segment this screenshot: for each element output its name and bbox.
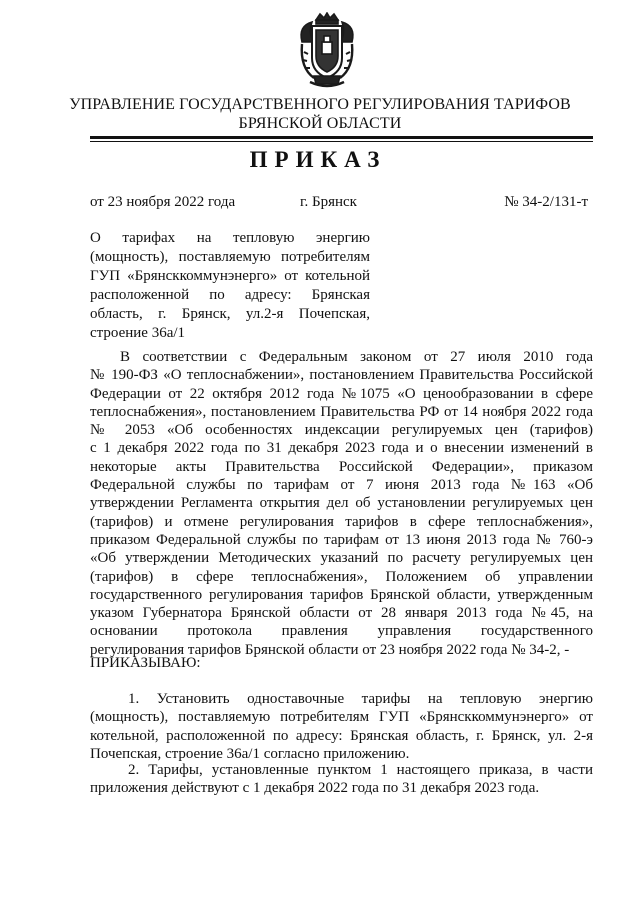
org-name-line2: БРЯНСКОЙ ОБЛАСТИ — [238, 115, 402, 132]
preamble-line: приказом Федеральной службы по тарифам от 13 июня 2013 года № 760-э — [90, 531, 593, 548]
preamble-line: государственного регулирования тарифов Брянской области, утвержденным — [90, 586, 593, 603]
subject-line: (мощность), поставляемую потребителям — [90, 249, 370, 265]
order-item-1 — [90, 690, 593, 763]
subject-line: расположенной по адресу: Брянская — [90, 287, 370, 303]
preamble-line: регулирования тарифов Брянской области от 23 ноября 2022 года № 34-2, - — [90, 641, 570, 658]
preamble-line: указом Губернатора Брянской области от 28 января 2013 года №45, на — [90, 605, 593, 622]
header-divider-thin — [90, 141, 593, 142]
order-item-2 — [90, 761, 593, 798]
item-line: Почепская, строение 36а/1 согласно приложению. — [90, 745, 410, 762]
item-line: приложения действуют с 1 декабря 2022 года по 31 декабря 2023 года. — [90, 780, 540, 797]
subject-line: О тарифах на тепловую энергию — [90, 230, 370, 246]
item-line: 2. Тарифы, установленные пунктом 1 настоящего приказа, в части — [128, 762, 593, 778]
document-number: № 34-2/131-т — [504, 194, 588, 210]
document-city: г. Брянск — [300, 194, 357, 210]
preamble-paragraph — [90, 348, 593, 659]
document-title: ПРИКАЗ — [249, 147, 387, 172]
preamble-line: (тарифов) в сфере теплоснабжения», Положением об управлении — [90, 568, 593, 585]
preamble-line: теплоснабжения», постановлением Правительства РФ от 14 ноября 2022 года — [90, 403, 593, 420]
subject-line: ГУП «Брянсккоммунэнерго» от котельной — [90, 268, 370, 284]
preamble-line: некоторые акты Правительства Российской Федерации», приказом — [90, 458, 593, 475]
subject-line: область, г. Брянск, ул.2-я Почепская, — [90, 306, 370, 322]
coat-of-arms-icon — [294, 12, 360, 92]
preamble-line: № 190-ФЗ «О теплоснабжении», постановлением Правительства Российской — [90, 367, 593, 384]
item-line: котельной, расположенной по адресу: Брянская область, г. Брянск, ул. 2-я — [90, 727, 593, 744]
preamble-line: с 1 декабря 2022 года по 31 декабря 2023 года и о внесении изменений в — [90, 440, 593, 457]
preamble-line: Федерации от 22 октября 2012 года №1075 «О ценообразовании в сфере — [90, 385, 593, 402]
order-keyword: ПРИКАЗЫВАЮ: — [90, 655, 201, 671]
preamble-line: № 2053 «Об особенностях индексации регулируемых цен (тарифов) — [90, 422, 593, 439]
preamble-line: основании протокола правления управления государственного — [90, 623, 593, 640]
document-date: от 23 ноября 2022 года — [90, 194, 236, 210]
preamble-line: утверждении Регламента открытия дел об установлении регулируемых цен — [90, 495, 593, 512]
header-divider-thick — [90, 136, 593, 139]
item-line: 1. Установить одноставочные тарифы на тепловую энергию — [128, 691, 593, 707]
preamble-line: Федеральной службы по тарифам от 7 июня 2013 года №163 «Об — [90, 477, 593, 494]
order-subject — [90, 229, 370, 343]
item-line: (мощность), поставляемую потребителям ГУП «Брянсккоммунэнерго» от — [90, 709, 593, 726]
preamble-line: В соответствии с Федеральным законом от 27 июля 2010 года — [120, 349, 593, 365]
subject-line: строение 36а/1 — [90, 325, 186, 341]
preamble-line: (тарифов) и отмене регулирования тарифов в сфере теплоснабжения», — [90, 513, 593, 530]
org-name-line1: УПРАВЛЕНИЕ ГОСУДАРСТВЕННОГО РЕГУЛИРОВАНИЯ ТАРИФОВ — [69, 96, 571, 113]
preamble-line: «Об утверждении Методических указаний по расчету регулируемых цен — [90, 550, 593, 567]
